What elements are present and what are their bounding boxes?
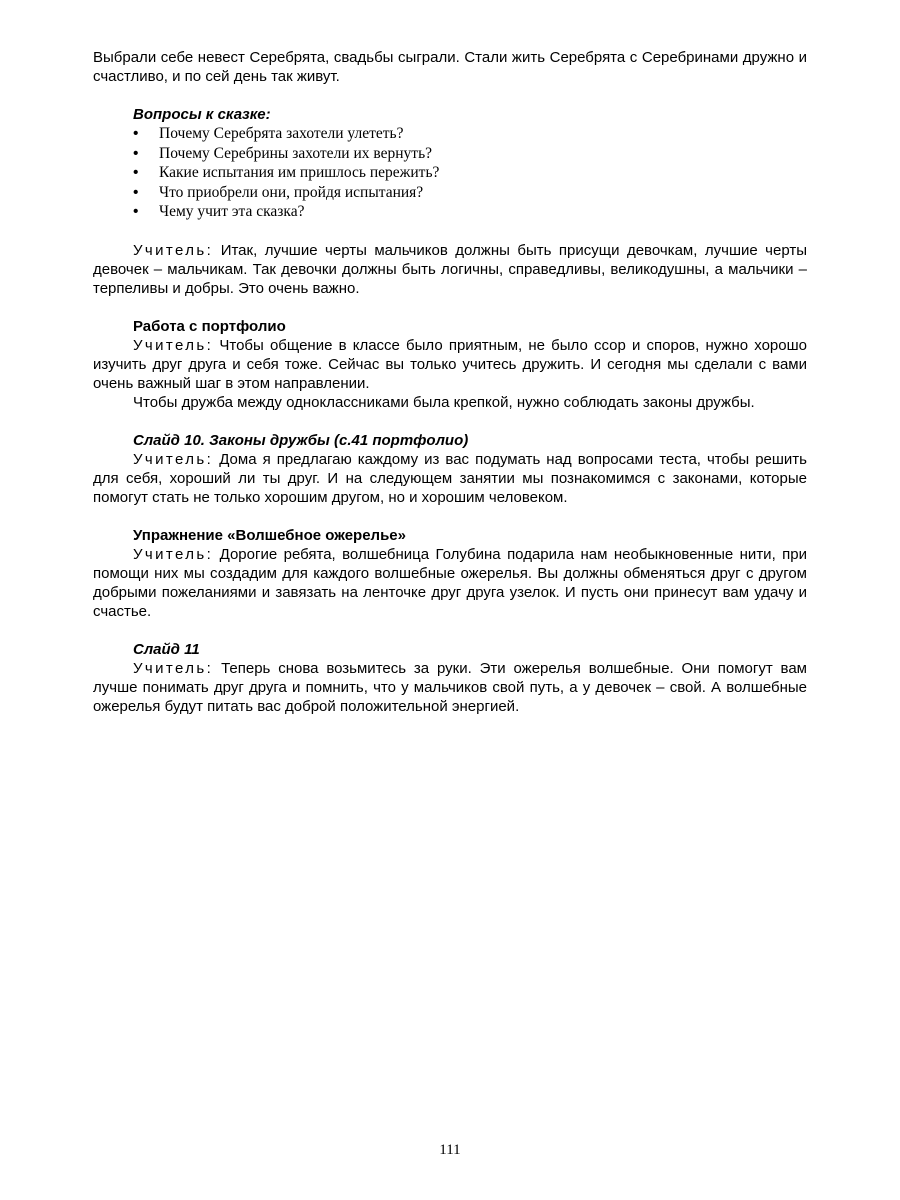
portfolio-teacher-text: Учитель: Чтобы общение в классе было приятным, не было ссор и споров, нужно хорошо изучить друг друга и себя тоже. Сейчас вы только учитесь дружить. И сегодня мы сделали с вами очень важный шаг в этом направлении. bbox=[93, 336, 807, 392]
slide11-heading: Слайд 11 bbox=[133, 640, 200, 658]
bullet-icon: • bbox=[133, 125, 139, 142]
page-content bbox=[93, 48, 807, 716]
bullet-icon: • bbox=[133, 164, 139, 181]
spacer bbox=[93, 412, 807, 431]
exercise-teacher-text: Учитель: Дорогие ребята, волшебница Голубина подарила нам необыкновенные нити, при помощи них мы создадим для каждого волшебные ожерелья. Вы должны обменяться друг с другом добрыми пожеланиями и завязать на ленточке друг друга узелок. И пусть они принесут вам удачу и счастье. bbox=[93, 545, 807, 620]
list-item: • Почему Серебрята захотели улететь? bbox=[133, 125, 404, 142]
bullet-icon: • bbox=[133, 144, 139, 162]
spacer bbox=[93, 222, 807, 241]
page-number: 111 bbox=[439, 1142, 461, 1158]
list-item: • Что приобрели они, пройдя испытания? bbox=[133, 183, 424, 201]
slide11-teacher-text: Учитель: Теперь снова возьмитесь за руки. Эти ожерелья волшебные. Они помогут вам лучше понимать друг друга и помнить, что у мальчиков свой путь, а у девочек – свой. А волшебные ожерелья будут питать вас доброй положительной энергией. bbox=[93, 659, 807, 715]
slide10-heading: Слайд 10. Законы дружбы (с.41 портфолио) bbox=[133, 431, 469, 449]
spacer bbox=[93, 86, 807, 105]
questions-list bbox=[93, 124, 807, 222]
spacer bbox=[93, 507, 807, 526]
bullet-icon: • bbox=[133, 203, 139, 220]
spacer bbox=[93, 298, 807, 317]
spacer bbox=[93, 621, 807, 640]
bullet-icon: • bbox=[133, 183, 139, 201]
speaker-label: Учитель: bbox=[133, 659, 214, 677]
teacher-remark: Учитель: Итак, лучшие черты мальчиков должны быть присущи девочкам, лучшие черты девочек – мальчикам. Так девочки должны быть логичны, справедливы, великодушны, а мальчики – терпеливы и добры. Это очень важно. bbox=[93, 241, 807, 297]
list-item: • Какие испытания им пришлось пережить? bbox=[133, 164, 440, 181]
questions-title: Вопросы к сказке: bbox=[133, 106, 271, 123]
slide10-teacher-text: Учитель: Дома я предлагаю каждому из вас подумать над вопросами теста, чтобы решить для себя, хороший ли ты друг. И на следующем занятии мы познакомимся с законами, которые помогут стать не только хорошим другом, но и хорошим человеком. bbox=[93, 450, 807, 506]
exercise-heading: Упражнение «Волшебное ожерелье» bbox=[133, 526, 406, 544]
opening-paragraph: Выбрали себе невест Серебрята, свадьбы сыграли. Стали жить Серебрята с Серебринами дружно и счастливо, и по сей день так живут. bbox=[93, 49, 807, 85]
list-item: • Чему учит эта сказка? bbox=[133, 203, 305, 220]
list-item: • Почему Серебрины захотели их вернуть? bbox=[133, 144, 433, 162]
speaker-label: Учитель: bbox=[133, 336, 214, 354]
portfolio-followup: Чтобы дружба между одноклассниками была крепкой, нужно соблюдать законы дружбы. bbox=[133, 393, 755, 411]
speaker-label: Учитель: bbox=[133, 545, 214, 563]
portfolio-heading: Работа с портфолио bbox=[133, 317, 286, 335]
speaker-label: Учитель: bbox=[133, 450, 214, 468]
speaker-label: Учитель: bbox=[133, 241, 214, 259]
